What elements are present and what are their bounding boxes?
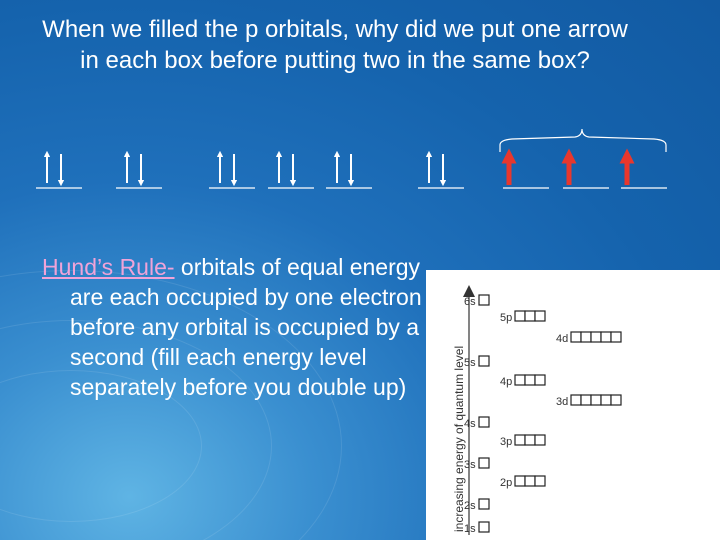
orbital-box: [515, 375, 525, 385]
orbital: [563, 156, 609, 188]
energy-level: [500, 476, 545, 489]
rule-name: Hund’s Rule-: [42, 254, 175, 280]
energy-level-label: 1s: [464, 523, 476, 535]
energy-level-label: 2p: [500, 477, 513, 489]
orbital: [621, 156, 667, 188]
orbital-box: [611, 395, 621, 405]
energy-level-label: 6s: [464, 296, 476, 308]
orbital-box: [571, 395, 581, 405]
orbital-box: [601, 395, 611, 405]
orbital-box: [479, 458, 489, 468]
energy-level-label: 4d: [556, 333, 569, 345]
energy-level: [464, 356, 489, 369]
energy-level-label: 3p: [500, 436, 513, 448]
orbital: [418, 154, 464, 188]
orbital-box: [479, 417, 489, 427]
orbital-box: [535, 375, 545, 385]
energy-level-label: 5s: [464, 357, 476, 369]
energy-level: [464, 417, 489, 430]
orbital: [503, 156, 549, 188]
rule-definition: orbitals of equal energy are each occupied by one electron before any orbital is occupied by a second (fill each energy level separately before you double up): [70, 254, 422, 400]
orbital-box: [479, 522, 489, 532]
orbital-box: [515, 476, 525, 486]
orbital-box: [515, 311, 525, 321]
orbital: [326, 154, 372, 188]
energy-level: [556, 332, 621, 345]
orbital-box: [591, 332, 601, 342]
energy-level: [464, 295, 489, 308]
energy-level-label: 3d: [556, 396, 569, 408]
energy-level-label: 5p: [500, 312, 513, 324]
orbital: [36, 154, 82, 188]
orbital-box: [525, 476, 535, 486]
energy-level-svg: [426, 270, 720, 540]
orbital-box: [591, 395, 601, 405]
orbital-box: [535, 311, 545, 321]
energy-level: [556, 395, 621, 408]
orbital-box: [515, 435, 525, 445]
energy-level: [500, 375, 545, 388]
orbital: [268, 154, 314, 188]
energy-level: [464, 522, 489, 535]
orbital-box: [525, 375, 535, 385]
orbital-box: [535, 476, 545, 486]
orbital-box: [581, 332, 591, 342]
orbital-box-diagram: [0, 125, 720, 195]
orbital-box: [535, 435, 545, 445]
energy-level-chart: [426, 270, 720, 540]
orbital-box: [525, 311, 535, 321]
orbital: [116, 154, 162, 188]
energy-level: [500, 311, 545, 324]
orbital-box: [581, 395, 591, 405]
orbital-box: [479, 499, 489, 509]
slide-title: When we filled the p orbitals, why did we put one arrow in each box before putting two in the same box?: [42, 16, 628, 74]
energy-level-label: 2s: [464, 500, 476, 512]
energy-level-label: 3s: [464, 459, 476, 471]
energy-axis-label: increasing energy of quantum level: [452, 345, 466, 532]
orbital: [209, 154, 255, 188]
energy-level: [464, 458, 489, 471]
orbital-box: [571, 332, 581, 342]
orbital-box: [601, 332, 611, 342]
energy-level-label: 4p: [500, 376, 513, 388]
orbital-box: [479, 295, 489, 305]
energy-level: [500, 435, 545, 448]
energy-level-label: 4s: [464, 418, 476, 430]
orbital-box: [479, 356, 489, 366]
p-orbital-brace: [500, 129, 666, 152]
energy-level: [464, 499, 489, 512]
orbital-box: [611, 332, 621, 342]
orbital-box: [525, 435, 535, 445]
hunds-rule-text: [42, 252, 422, 402]
